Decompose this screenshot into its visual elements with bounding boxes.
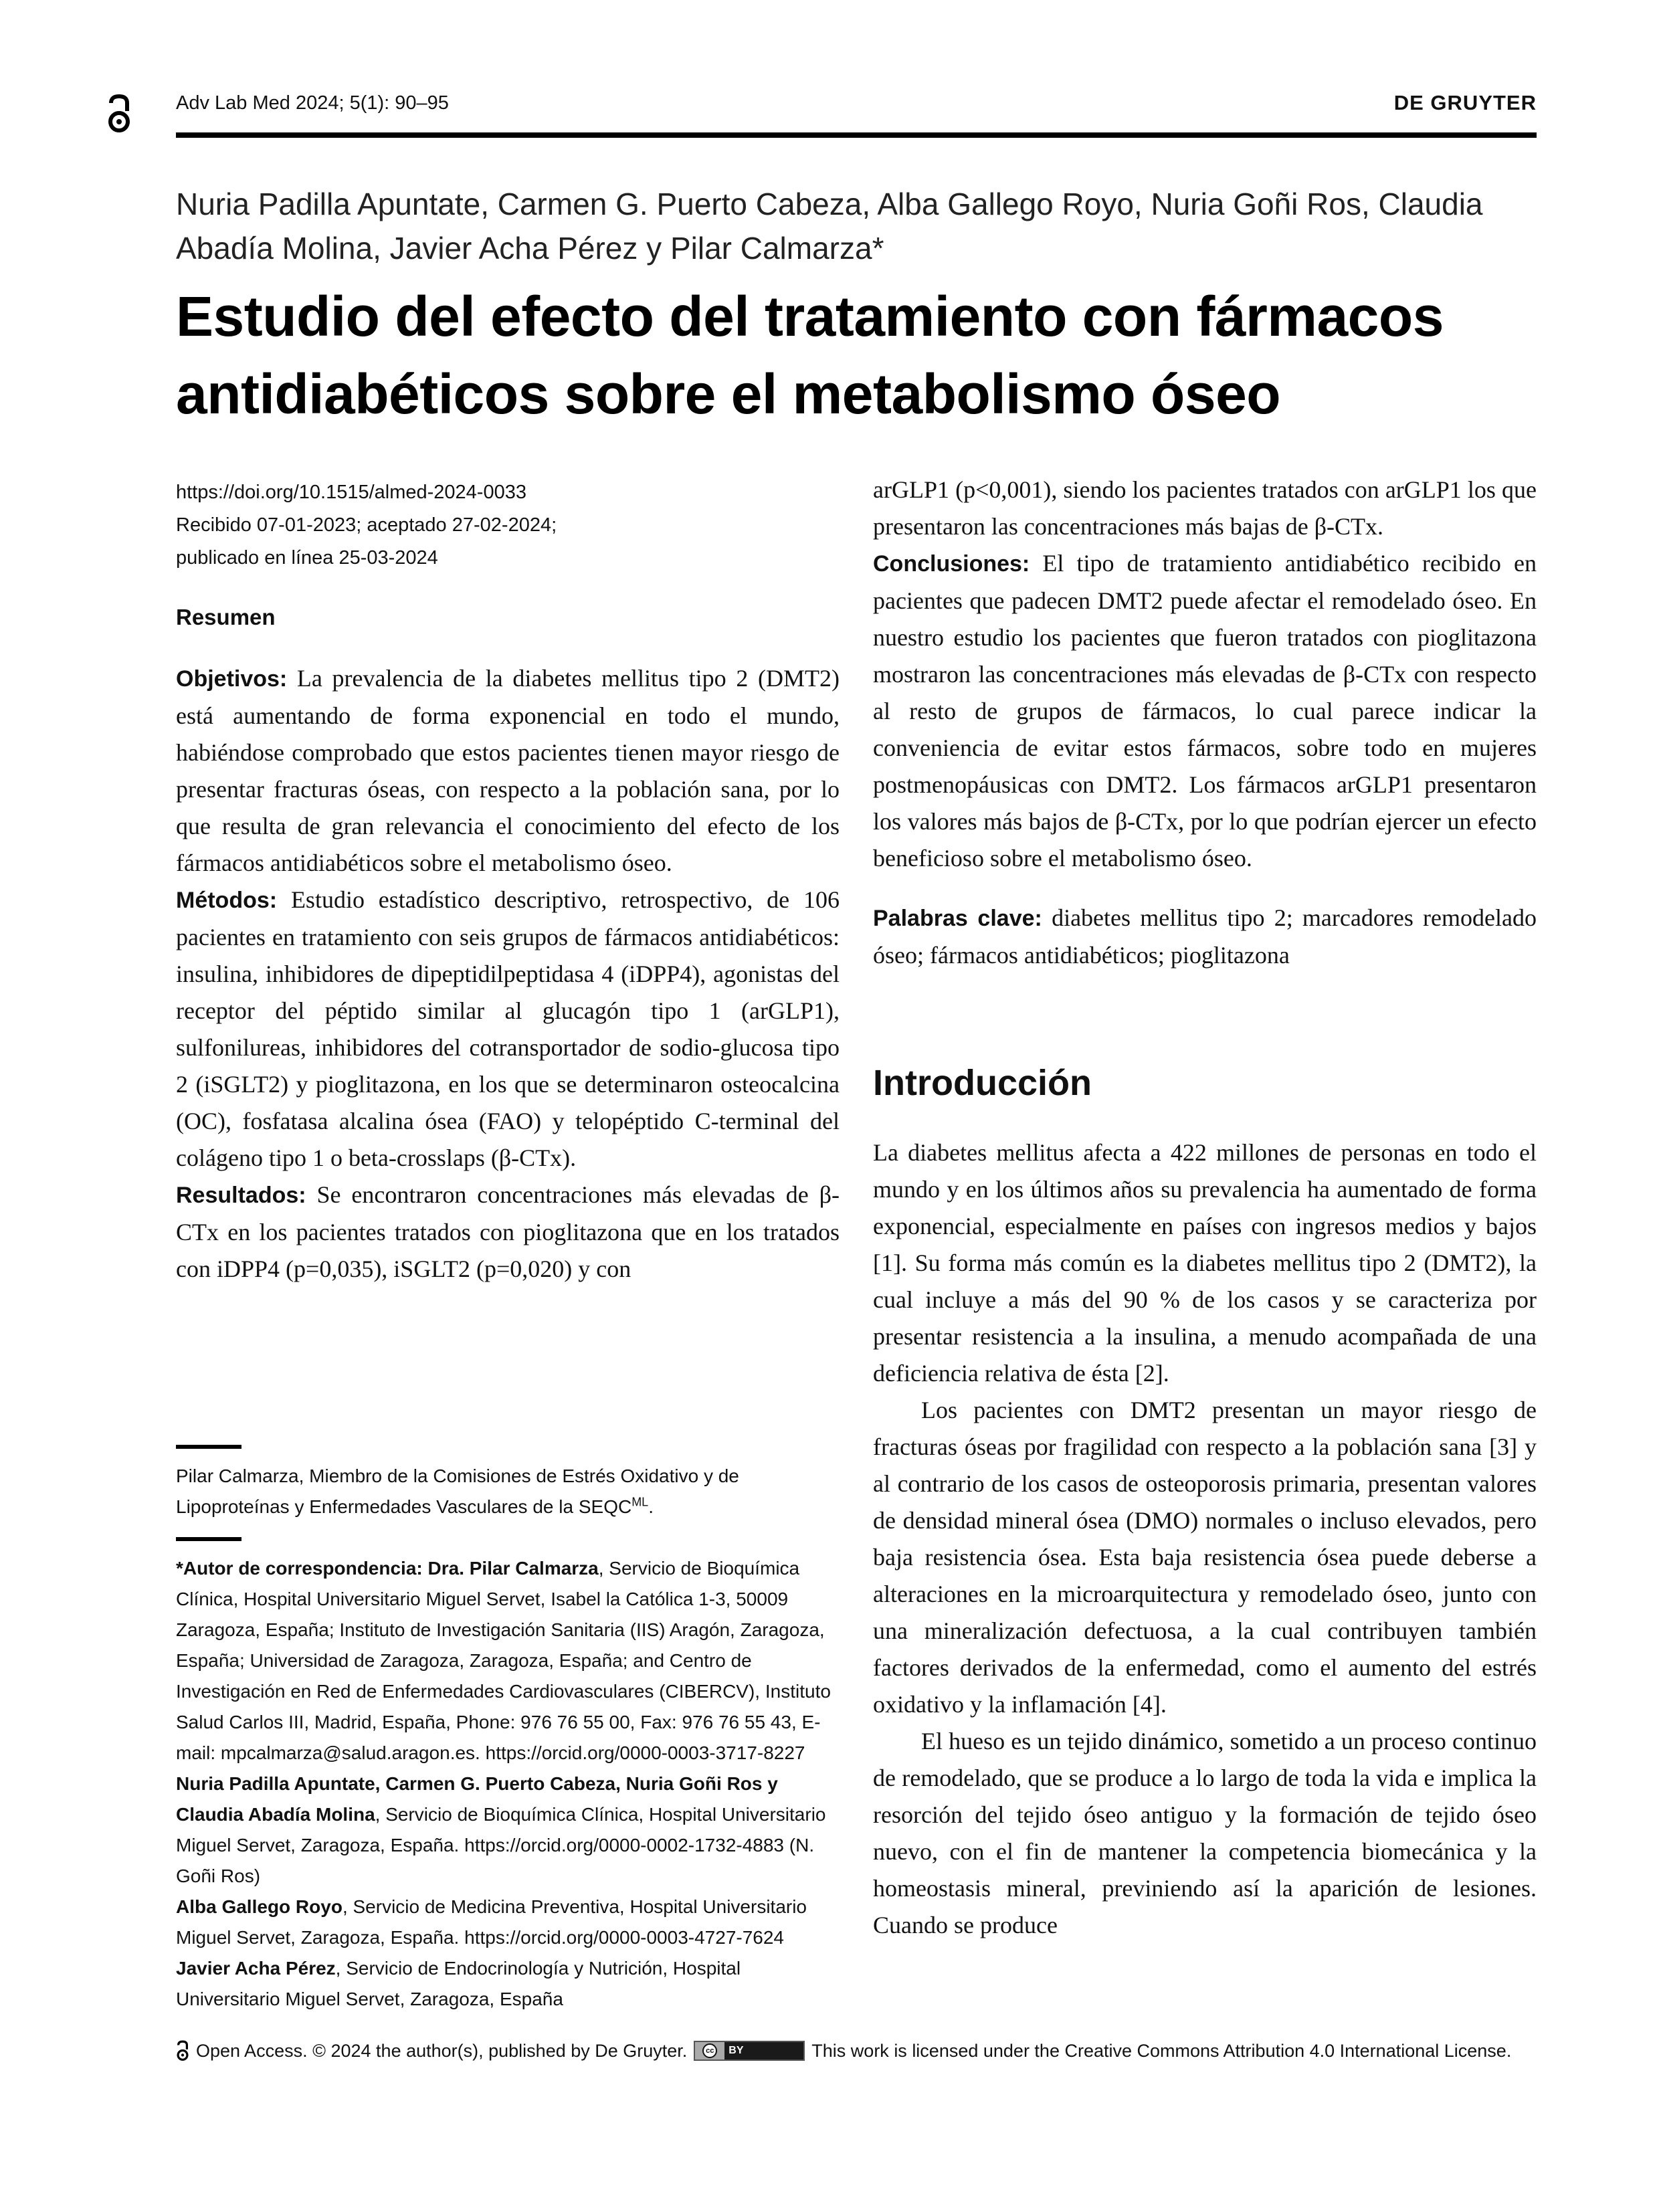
article-title: Estudio del efecto del tratamiento con fármacos antidiabéticos sobre el metabolismo óseo [176,285,1444,425]
metodos-label: Métodos: [176,888,278,913]
resultados-text-left: Se encontraron concentraciones más elevadas de β-CTx en los pacientes tratados con pioglitazona que en los tratados con iDPP4 (p=0,035), iSGLT2 (p=0,020) y con [176,1181,840,1282]
abstract-resultados-continued: arGLP1 (p<0,001), siendo los pacientes tratados con arGLP1 los que presentaron las concentraciones más bajas de β-CTx. [873,476,1537,540]
correspondence-note [176,1553,840,1769]
open-access-icon [107,94,131,134]
correspondence-text: , Servicio de Bioquímica Clínica, Hospital Universitario Miguel Servet, Isabel la Católica 1-3, 50009 Zaragoza, España; Instituto de Investigación Sanitaria (IIS) Aragón, Zaragoza, España; Universidad de Zaragoza, Zaragoza, España; and Centro de Investigación en Red de Enfermedades Cardiovasculares (CIBERCV), Instituto Salud Carlos III, Madrid, España, Phone: 976 76 55 00, Fax: 976 76 55 43, E-mail: mpcalmarza@salud.aragon.es. https://orcid.org/0000-0003-3717-8227 [176,1558,831,1763]
publisher-name: DE GRUYTER [1393,91,1537,114]
affiliation-2: Alba Gallego Royo, Servicio de Medicina Preventiva, Hospital Universitario Miguel Servet, Zaragoza, España. https://orcid.org/0000-0003-4727-7624 [176,1896,807,1948]
intro-paragraph-1: La diabetes mellitus afecta a 422 millones de personas en todo el mundo y en los últimos años su prevalencia ha aumentado de forma exponencial, especialmente en países con ingresos medios y bajos [1]. Su forma más común es la diabetes mellitus tipo 2 (DMT2), la cual incluye a más del 90 % de los casos y se caracteriza por presentar resistencia a la insulina, a menudo acompañada de una deficiencia relativa de ésta [2]. [873,1139,1537,1387]
footnotes [176,1445,840,2015]
received-dates: Recibido 07-01-2023; aceptado 27-02-2024; [176,514,557,536]
objetivos-label: Objetivos: [176,666,288,692]
license-text: This work is licensed under the Creative Commons Attribution 4.0 International License. [811,2040,1512,2061]
abstract-conclusiones [873,545,1537,877]
conclusiones-label: Conclusiones: [873,551,1030,577]
correspondence-label: *Autor de correspondencia: Dra. Pilar Calmarza [176,1558,599,1579]
cc-icon: cc [702,2043,717,2058]
commission-note: Pilar Calmarza, Miembro de la Comisiones de Estrés Oxidativo y de Lipoproteínas y Enfermedades Vasculares de la $SEQC^{ML}$. [176,1466,739,1517]
open-access-text: Open Access. © 2024 the author(s), published by De Gruyter. [196,2040,688,2061]
abstract-metodos [176,882,840,1177]
abstract-heading: Resumen [176,605,276,629]
resultados-label: Resultados: [176,1183,306,1208]
cc-by-license-badge[interactable] [694,2041,805,2061]
license-footer [176,2040,1547,2062]
abstract-objetivos [176,660,840,882]
introduction-heading: Introducción [873,1063,1092,1103]
footnote-rule-2 [176,1537,241,1541]
left-column [176,476,840,1288]
author-list: Nuria Padilla Apuntate, Carmen G. Puerto Cabeza, Alba Gallego Royo, Nuria Goñi Ros, Claudia Abadía Molina, Javier Acha Pérez y Pilar Calmarza* [176,187,1483,266]
published-date: publicado en línea 25-03-2024 [176,547,438,569]
footnote-rule [176,1445,241,1449]
journal-citation: Adv Lab Med 2024; 5(1): 90–95 [176,92,449,114]
right-column [873,472,1537,1944]
affiliation-1: Nuria Padilla Apuntate, Carmen G. Puerto Cabeza, Nuria Goñi Ros y Claudia Abadía Molina, Servicio de Bioquímica Clínica, Hospital Universitario Miguel Servet, Zaragoza, España. https://orcid.org/0000-0002-1732-4883 (N. Goñi Ros) [176,1773,826,1886]
keywords-text: diabetes mellitus tipo 2; marcadores remodelado óseo; fármacos antidiabéticos; pioglitazona [873,904,1537,969]
metodos-text: Estudio estadístico descriptivo, retrospectivo, de 106 pacientes en tratamiento con seis grupos de fármacos antidiabéticos: insulina, inhibidores de dipeptidilpeptidasa 4 (iDPP4), agonistas del receptor del péptido similar al glucagón tipo 1 (arGLP1), sulfonilureas, inhibidores del cotransportador de sodio-glucosa tipo 2 (iSGLT2) y pioglitazona, en los que se determinaron osteocalcina (OC), fosfatasa alcalina ósea (FAO) y telopéptido C-terminal del colágeno tipo 1 o beta-crosslaps (β-CTx). [176,886,840,1171]
header-rule [176,132,1537,138]
keywords-label: Palabras clave: [873,906,1042,931]
article-meta [176,476,840,575]
affiliation-3: Javier Acha Pérez, Servicio de Endocrinología y Nutrición, Hospital Universitario Miguel Servet, Zaragoza, España [176,1958,741,2009]
by-label: BY [728,2045,744,2056]
open-access-icon-small [176,2040,189,2062]
intro-paragraph-3: El hueso es un tejido dinámico, sometido a un proceso continuo de remodelado, que se produce a lo largo de toda la vida e implica la resorción del tejido óseo antiguo y la formación de tejido óseo nuevo, con el fin de mantener la competencia biomecánica y la homeostasis mineral, previniendo así la aparición de lesiones. Cuando se produce [873,1728,1537,1938]
conclusiones-text: El tipo de tratamiento antidiabético recibido en pacientes que padecen DMT2 puede afectar el remodelado óseo. En nuestro estudio los pacientes que fueron tratados con pioglitazona mostraron las concentraciones más elevadas de β-CTx con respecto al resto de grupos de fármacos, lo cual parece indicar la conveniencia de evitar estos fármacos, sobre todo en mujeres postmenopáusicas con DMT2. Los fármacos arGLP1 presentaron los valores más bajos de β-CTx, por lo que podrían ejercer un efecto beneficioso sobre el metabolismo óseo. [873,550,1537,872]
keywords [873,900,1537,974]
objetivos-text: La prevalencia de la diabetes mellitus tipo 2 (DMT2) está aumentando de forma exponencial en todo el mundo, habiéndose comprobado que estos pacientes tienen mayor riesgo de presentar fracturas óseas, con respecto a la población sana, por lo que resulta de gran relevancia el conocimiento del efecto de los fármacos antidiabéticos sobre el metabolismo óseo. [176,665,840,876]
doi-link[interactable]: https://doi.org/10.1515/almed-2024-0033 [176,482,526,503]
abstract-resultados [176,1177,840,1288]
superscript-ml: ML [631,1495,649,1509]
intro-paragraph-2: Los pacientes con DMT2 presentan un mayor riesgo de fracturas óseas por fragilidad con respecto a la población sana [3] y al contrario de los casos de osteoporosis primaria, presentan valores de densidad mineral ósea (DMO) normales o incluso elevados, pero baja resistencia ósea. Esta baja resistencia ósea puede deberse a alteraciones en la microarquitectura y remodelado óseo, junto con una mineralización defectuosa, a la cual contribuyen también factores derivados de la enfermedad, como el aumento del estrés oxidativo y la inflamación [4]. [873,1397,1537,1718]
